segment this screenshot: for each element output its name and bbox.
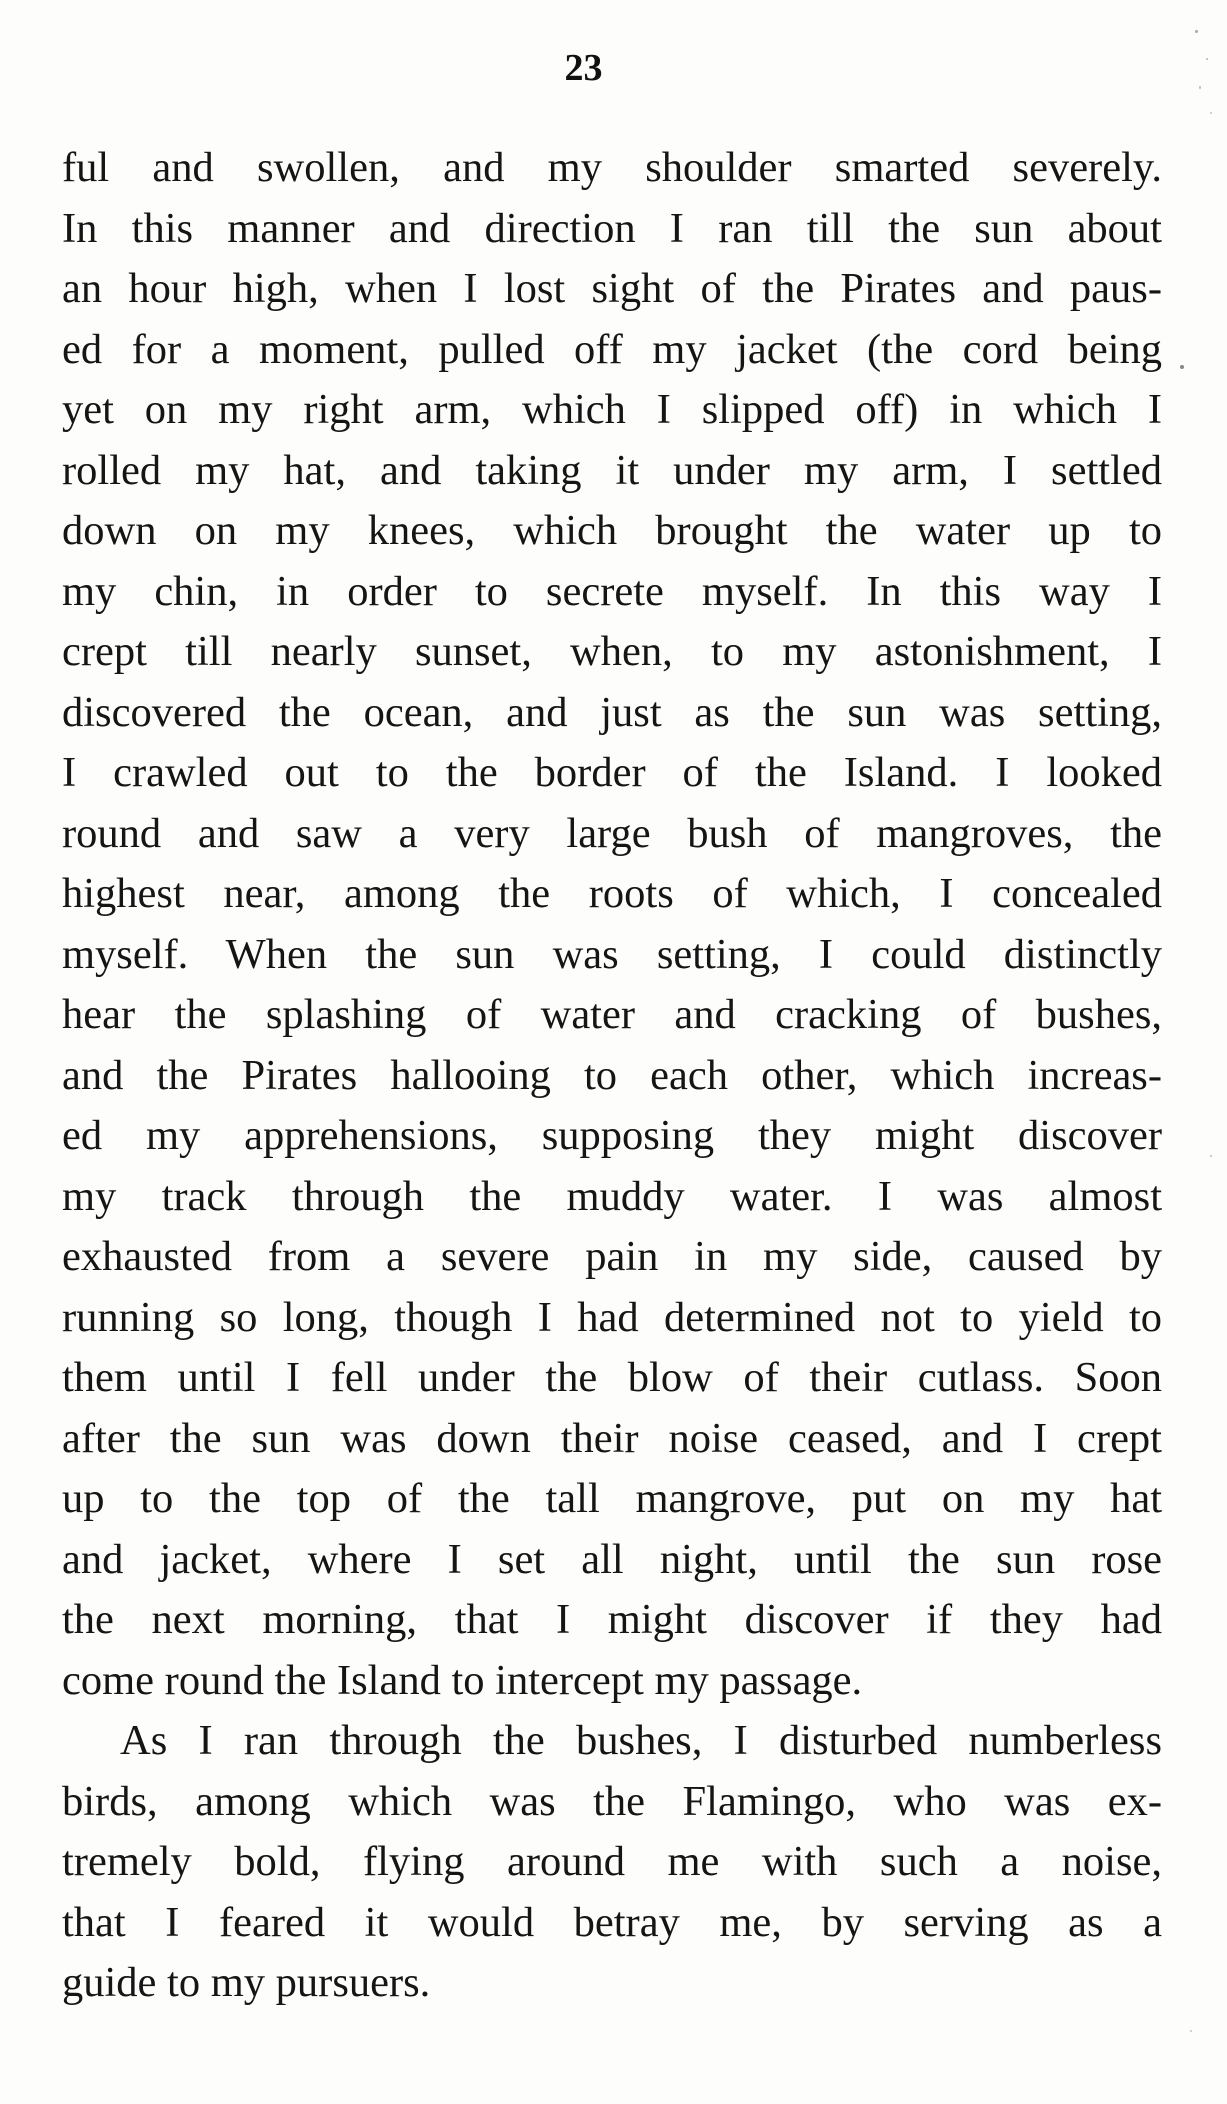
text-line: crept till nearly sunset, when, to my astonishment, I [62, 628, 1162, 675]
text-line: my chin, in order to secrete myself. In this way I [62, 567, 1162, 615]
text-line: my track through the muddy water. I was almost [62, 1172, 1162, 1220]
text-line: birds, among which was the Flamingo, who was ex- [62, 1777, 1162, 1825]
text-line: after the sun was down their noise ceased, and I crept [62, 1414, 1162, 1462]
body-text [62, 138, 1162, 2014]
text-line: round and saw a very large bush of mangroves, the [62, 809, 1162, 857]
text-line: and jacket, where I set all night, until the sun rose [62, 1535, 1162, 1583]
text-line: an hour high, when I lost sight of the Pirates and paus- [62, 265, 1162, 312]
text-line: In this manner and direction I ran till the sun about [62, 204, 1162, 252]
scan-speck [1210, 112, 1212, 114]
text-line: tremely bold, flying around me with such a noise, [62, 1838, 1162, 1885]
text-line: myself. When the sun was setting, I could distinctly [62, 930, 1162, 978]
text-line: the next morning, that I might discover if they had [62, 1596, 1162, 1643]
text-line: ed for a moment, pulled off my jacket (the cord being [62, 325, 1162, 373]
paragraph-1 [62, 138, 1162, 1711]
paragraph-2 [62, 1711, 1162, 2014]
text-line: up to the top of the tall mangrove, put on my hat [62, 1475, 1162, 1522]
text-line: discovered the ocean, and just as the sun was setting, [62, 688, 1162, 736]
text-line: ed my apprehensions, supposing they might discover [62, 1112, 1162, 1159]
page-number: 23 [564, 47, 603, 89]
text-line: ful and swollen, and my shoulder smarted severely. [62, 144, 1162, 191]
text-line: down on my knees, which brought the water up to [62, 507, 1162, 554]
text-line: guide to my pursuers. [62, 1959, 431, 2006]
text-line: hear the splashing of water and cracking of bushes, [62, 991, 1162, 1038]
text-line: As I ran through the bushes, I disturbed numberless [120, 1717, 1162, 1764]
text-line: I crawled out to the border of the Island. I looked [62, 749, 1162, 796]
text-line: and the Pirates hallooing to each other, which increas- [62, 1051, 1162, 1099]
text-line: highest near, among the roots of which, I concealed [62, 870, 1162, 917]
text-line: running so long, though I had determined not to yield to [62, 1293, 1162, 1341]
text-line: that I feared it would betray me, by serving as a [62, 1898, 1162, 1946]
text-line: come round the Island to intercept my passage. [62, 1656, 863, 1704]
scan-speck [1210, 1155, 1212, 1157]
text-line: yet on my right arm, which I slipped off) in which I [62, 386, 1162, 433]
text-line: rolled my hat, and taking it under my arm, I settled [62, 446, 1162, 494]
scan-speck [1195, 30, 1198, 33]
text-line: exhausted from a severe pain in my side, caused by [62, 1233, 1162, 1280]
scan-speck [1206, 58, 1208, 60]
scan-speck [1180, 365, 1184, 369]
text-line: them until I fell under the blow of their cutlass. Soon [62, 1354, 1162, 1401]
scan-speck [1199, 86, 1201, 89]
scan-speck [1190, 2030, 1192, 2032]
